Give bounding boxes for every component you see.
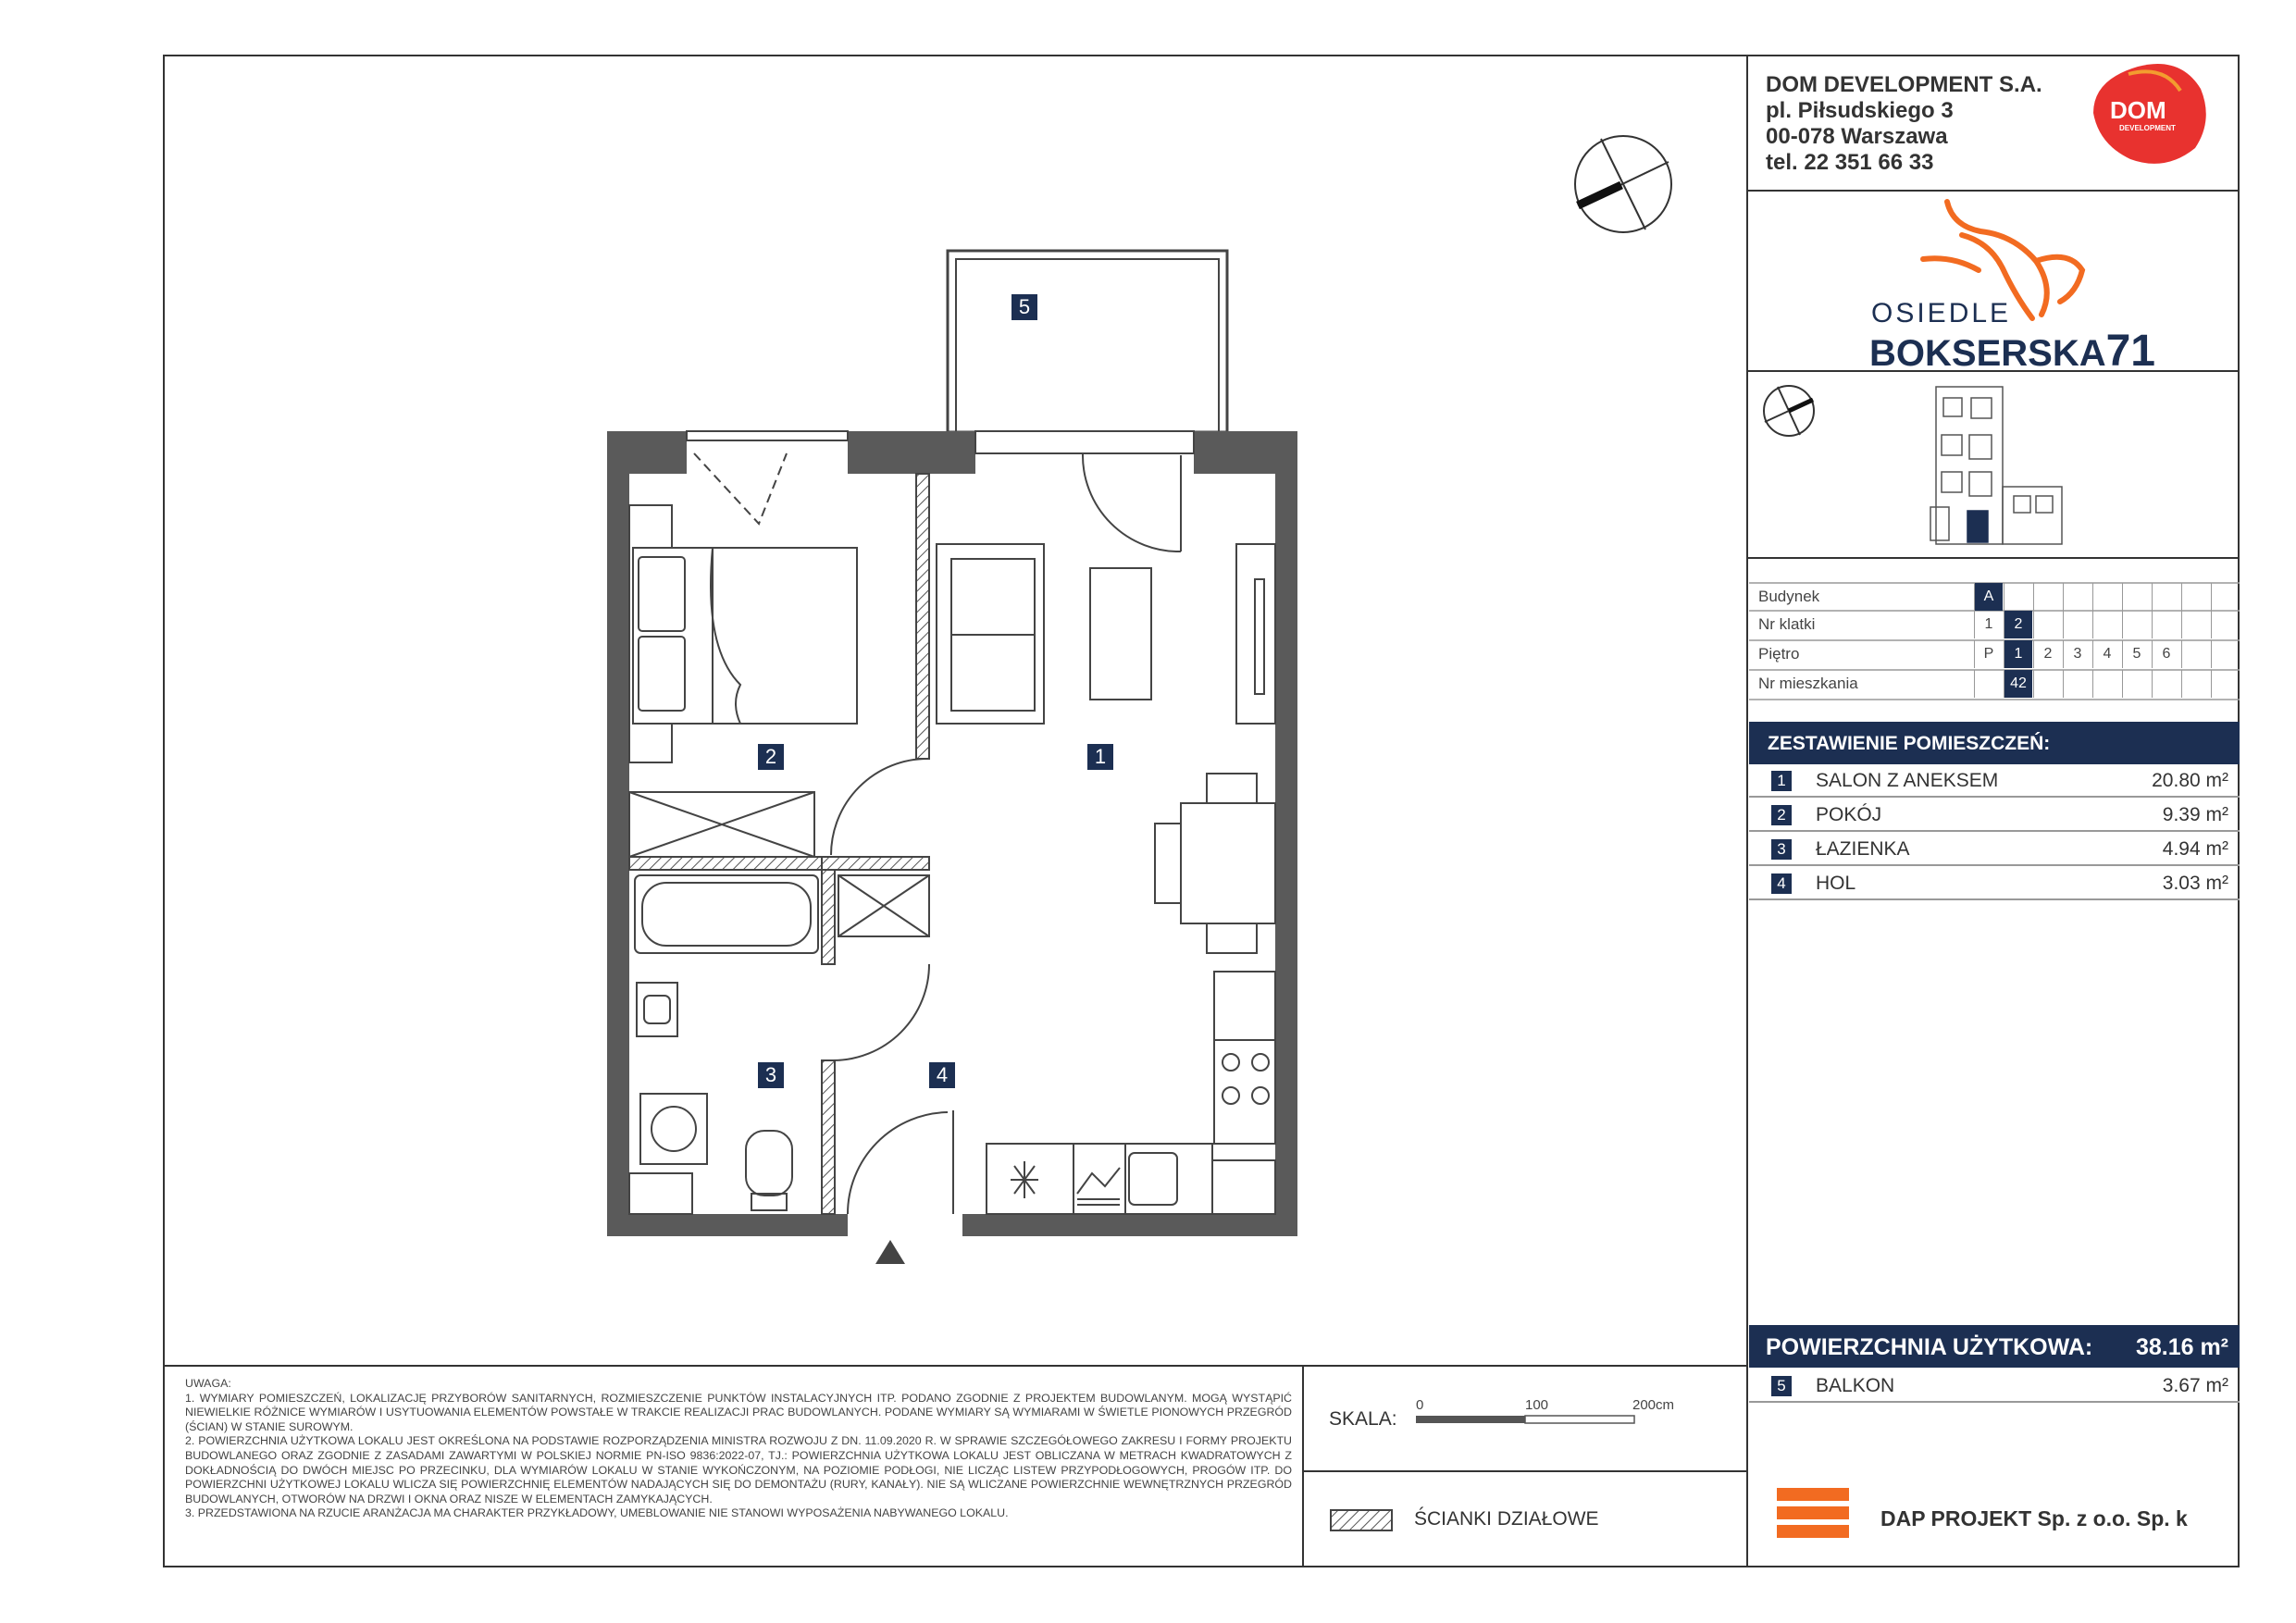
wardrobe — [629, 792, 814, 857]
room-name: ŁAZIENKA — [1816, 838, 1910, 860]
partition-legend-label: ŚCIANKI DZIAŁOWE — [1414, 1508, 1599, 1530]
location-cell: 1 — [2004, 640, 2032, 668]
location-cell: P — [1974, 640, 2003, 668]
location-cell — [2092, 670, 2121, 698]
room-area: 3.03 m² — [2162, 873, 2228, 894]
company-city: 00-078 Warszawa — [1766, 124, 1948, 149]
notes-title: UWAGA: — [185, 1377, 231, 1390]
location-cell — [2122, 611, 2151, 638]
location-cell — [1974, 670, 2003, 698]
hall-cabinet — [838, 875, 929, 936]
room-name: POKÓJ — [1816, 804, 1882, 825]
logo-dom-text: DOM — [2110, 96, 2166, 124]
room-row — [1749, 799, 2240, 832]
room-num: 4 — [1771, 873, 1792, 894]
location-row-label: Budynek — [1758, 588, 1820, 605]
room-row — [1749, 867, 2240, 900]
location-cell — [2181, 583, 2210, 611]
room-row — [1749, 764, 2240, 798]
scale-bar — [1416, 1416, 1634, 1423]
location-cell — [2181, 611, 2210, 638]
location-cell: 42 — [2004, 670, 2032, 698]
location-cell — [2092, 611, 2121, 638]
divider — [1747, 557, 2240, 559]
location-cell — [2063, 611, 2091, 638]
location-cell — [2181, 640, 2210, 668]
balcony-row: 5 BALKON 3.67 m² — [1749, 1369, 2240, 1403]
location-cell — [2063, 583, 2091, 611]
location-cell: 4 — [2092, 640, 2121, 668]
location-cell: 3 — [2063, 640, 2091, 668]
location-cell — [2181, 670, 2210, 698]
note-2: 2. POWIERZCHNIA UŻYTKOWA LOKALU JEST OKREŚLONA NA PODSTAWIE ROZPORZĄDZENIA MINISTRA ROZWOJU Z DN. 11.09.2020 R. W SPRAWIE SZCZEGÓŁOWEGO ZAKRESU I FORMY PROJEKTU BUDOWLANEGO ORAZ ZGODNIE Z ZASADAMI ZAWARTYMI W POLSKIEJ NORMIE PN-ISO 9836:2022-07, TJ.: POWIERZCHNIA UŻYTKOWA LOKALU JEST OBLICZANA W METRACH KWADRATOWYCH Z DOKŁADNOŚCIĄ DO DWÓCH MIEJSC PO PRZECINKU, DLA WYMIARÓW LOKALU W STANIE WYKOŃCZONYM, NA POZIOMIE PODŁOGI, NIE LICZĄC LISTEW PRZYPODŁOGOWYCH, PROGÓW ITP. DO POWIERZCHNI UŻYTKOWEJ LOKALU WLICZA SIĘ POWIERZCHNIĘ ELEMENTÓW NADAJĄCYCH SIĘ DO DEMONTAŻU (RURY, KANAŁY). NIE SĄ WLICZANE POWIERZCHNIE WEWNĘTRZNYCH PRZEGRÓD BUDOWLANYCH, OTWORÓW NA DRZWI I OKNA ORAZ NISZE W ELEMENTACH ZAMYKAJĄCYCH. — [185, 1434, 1292, 1505]
mini-compass-icon — [1764, 386, 1814, 436]
location-cell — [2033, 611, 2062, 638]
location-row-label: Nr klatki — [1758, 615, 1816, 633]
location-cell — [2211, 611, 2240, 638]
room-area: 4.94 m² — [2162, 838, 2228, 860]
location-cell — [2033, 583, 2062, 611]
company-street: pl. Piłsudskiego 3 — [1766, 98, 1954, 123]
usable-area-bar: POWIERZCHNIA UŻYTKOWA: 38.16 m² — [1749, 1325, 2240, 1368]
scale-tick-100: 100 — [1525, 1397, 1549, 1413]
dap-projekt-logo — [1777, 1488, 1849, 1538]
plan-label-living: 1 — [1087, 744, 1113, 770]
notes — [185, 1377, 1292, 1521]
partition-legend-swatch — [1331, 1510, 1392, 1530]
location-cell — [2211, 583, 2240, 611]
location-cell: A — [1974, 583, 2003, 611]
location-cell — [2122, 670, 2151, 698]
room-num: 2 — [1771, 805, 1792, 825]
location-cell — [2033, 670, 2062, 698]
room-name: SALON Z ANEKSEM — [1816, 770, 1999, 791]
plan-label-balcony: 5 — [1011, 294, 1037, 320]
location-cell — [2092, 583, 2121, 611]
location-cell: 5 — [2122, 640, 2151, 668]
estate-line2: BOKSERSKA71 — [1869, 327, 2155, 376]
entrance-door — [848, 1110, 953, 1214]
plan-label-bathroom: 3 — [758, 1062, 784, 1088]
bed — [629, 505, 857, 762]
living-furniture — [937, 453, 1275, 953]
location-cell: 2 — [2033, 640, 2062, 668]
plan-label-bedroom: 2 — [758, 744, 784, 770]
room-num: 1 — [1771, 771, 1792, 791]
divider — [1747, 190, 2240, 192]
scale-label: SKALA: — [1329, 1408, 1397, 1430]
room-num: 3 — [1771, 839, 1792, 860]
note-3: 3. PRZEDSTAWIONA NA RZUCIE ARANŻACJA MA CHARAKTER PRZYKŁADOWY, UMEBLOWANIE NIE STANOWI WYPOSAŻENIA NABYWANEGO LOKALU. — [185, 1506, 1009, 1520]
rooms-header: ZESTAWIENIE POMIESZCZEŃ: — [1749, 722, 2240, 764]
key-plan — [1930, 387, 2062, 544]
location-cell — [2063, 670, 2091, 698]
plan-label-hall: 4 — [929, 1062, 955, 1088]
location-cell — [2152, 670, 2180, 698]
bathroom-fixtures — [635, 875, 929, 1210]
location-cell — [2122, 583, 2151, 611]
location-cell: 2 — [2004, 611, 2032, 638]
room-name: HOL — [1816, 873, 1856, 894]
entrance-arrow — [875, 1240, 905, 1264]
estate-line1: OSIEDLE — [1871, 298, 2012, 328]
room-area: 9.39 m² — [2162, 804, 2228, 825]
company-name: DOM DEVELOPMENT S.A. — [1766, 72, 2042, 97]
location-cell — [2152, 611, 2180, 638]
location-cell — [2152, 583, 2180, 611]
compass-icon — [1575, 136, 1671, 232]
designer-name: DAP PROJEKT Sp. z o.o. Sp. k — [1880, 1506, 2188, 1530]
company-phone: tel. 22 351 66 33 — [1766, 150, 1934, 175]
balcony — [948, 251, 1227, 432]
location-cell — [2004, 583, 2032, 611]
location-cell: 1 — [1974, 611, 2003, 638]
location-cell: 6 — [2152, 640, 2180, 668]
location-row-label: Nr mieszkania — [1758, 675, 1858, 692]
scale-tick-200: 200cm — [1632, 1397, 1675, 1413]
scale-tick-0: 0 — [1416, 1397, 1424, 1413]
note-1: 1. WYMIARY POMIESZCZEŃ, LOKALIZACJĘ PRZYBORÓW SANITARNYCH, ROZMIESZCZENIE PUNKTÓW INSTALACYJNYCH ITP. PODANO ZGODNIE Z PROJEKTEM BUDOWLANYM. MOGĄ WYSTĄPIĆ NIEWIELKIE RÓŻNICE WYMIARÓW I USYTUOWANIA ELEMENTÓW POWSTAŁE W TRAKCIE REALIZACJI PRAC BUDOWLANYCH. PODANE WYMIARY SĄ WYMIARAMI W ŚWIETLE PIONOWYCH PRZEGRÓD (ŚCIAN) W STANIE SUROWYM. — [185, 1391, 1292, 1433]
room-row — [1749, 833, 2240, 866]
location-cell — [2211, 670, 2240, 698]
location-row-label: Piętro — [1758, 645, 1800, 663]
logo-development-text: DEVELOPMENT — [2119, 124, 2176, 132]
location-cell — [2211, 640, 2240, 668]
room-area: 20.80 m² — [2152, 770, 2228, 791]
